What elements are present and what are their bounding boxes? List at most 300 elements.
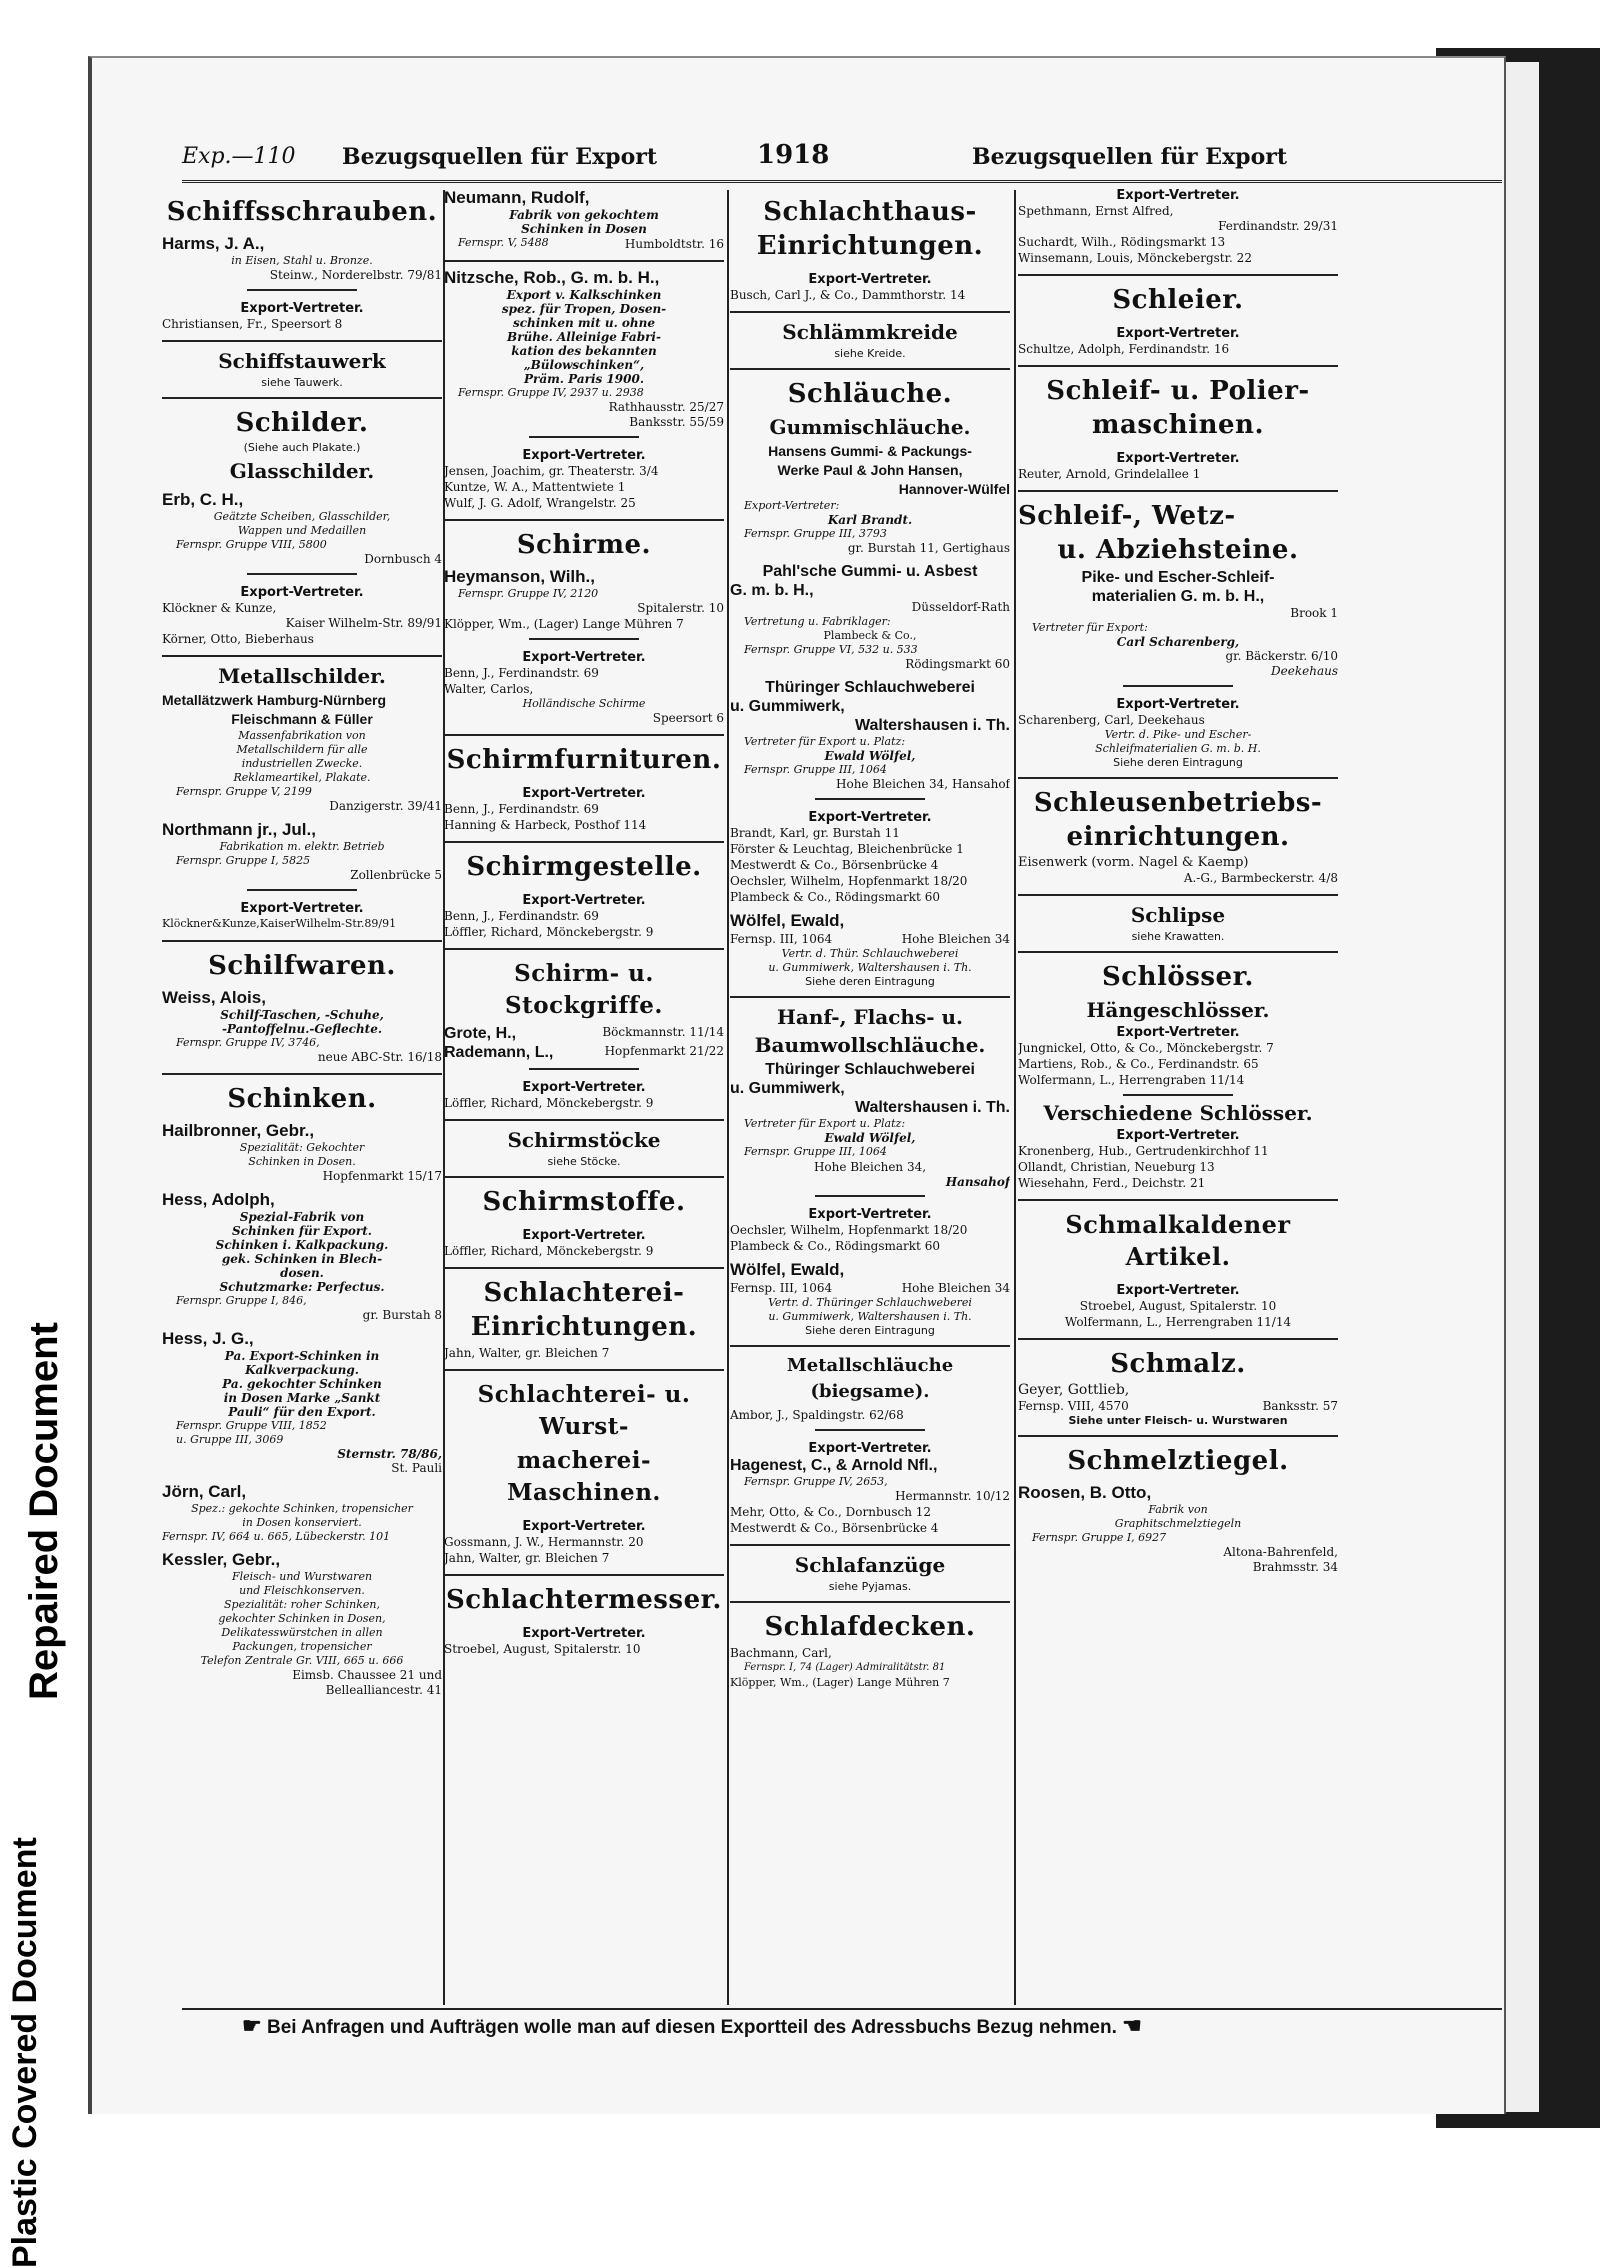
section-schlachthaus xyxy=(730,196,1010,303)
document-page xyxy=(88,56,1506,2114)
firm-description: Spezialität: Gekochter xyxy=(239,1141,365,1154)
firm-address: Sternstr. 78/86, xyxy=(337,1447,442,1461)
firm-address: Eimsb. Chaussee 21 und xyxy=(292,1668,442,1682)
firm-description: Fabrik von xyxy=(1148,1503,1208,1516)
listing xyxy=(730,931,1010,947)
listing: Ferdinandstr. 29/31 xyxy=(1218,219,1338,233)
section-title: Schmelztiegel. xyxy=(1067,1446,1289,1476)
phone: Fernsp. VIII, 4570 xyxy=(1018,1399,1129,1413)
firm-description: Schinken in Dosen. xyxy=(248,1155,356,1168)
header-year: 1918 xyxy=(757,140,830,170)
firm-name: Rademann, L., xyxy=(444,1044,554,1061)
entry-nitzsche xyxy=(444,268,724,511)
listing: Löffler, Richard, Mönckebergstr. 9 xyxy=(444,1096,654,1110)
listing: Stroebel, August, Spitalerstr. 10 xyxy=(444,1642,641,1656)
listing: Plambeck & Co., Rödingsmarkt 60 xyxy=(730,890,940,904)
export-heading: Export-Vertreter. xyxy=(808,1441,932,1456)
firm-address: Deekehaus xyxy=(1271,664,1338,678)
phone: Fernspr. I, 74 (Lager) Admiralitätstr. 81 xyxy=(744,1662,946,1673)
firm-description: Pauli“ für den Export. xyxy=(228,1405,376,1419)
firm-address: neue ABC-Str. 16/18 xyxy=(317,1050,442,1064)
subsection-title: Gummischläuche. xyxy=(769,415,971,439)
divider xyxy=(162,655,442,657)
listing: Benn, J., Ferdinandstr. 69 xyxy=(444,909,599,923)
firm-name: Harms, J. A., xyxy=(162,234,265,253)
section-title: Schlachtermesser. xyxy=(446,1585,722,1615)
export-heading: Export-Vertreter. xyxy=(522,786,646,801)
phone: Fernsp. III, 1064 xyxy=(730,1281,833,1295)
firm-name: materialien G. m. b. H., xyxy=(1091,588,1265,605)
firm-name: u. Gummiwerk, xyxy=(730,1080,845,1097)
section-schlaeuche xyxy=(730,378,1010,988)
divider xyxy=(444,1267,724,1269)
section-metallschlaeuche xyxy=(730,1353,1010,1536)
firm-description: Schinken in Dosen xyxy=(521,222,647,236)
firm-description: Spezialität: roher Schinken, xyxy=(224,1598,380,1611)
section-title: Schilder. xyxy=(235,408,369,438)
export-heading: Export-Vertreter. xyxy=(522,1080,646,1095)
phone: Fernspr. Gruppe IV, 2653, xyxy=(744,1475,888,1488)
export-heading: Export-Vertreter. xyxy=(522,893,646,908)
firm-address: Danzigerstr. 39/41 xyxy=(329,799,442,813)
listing: Kronenberg, Hub., Gertrudenkirchhof 11 xyxy=(1018,1144,1269,1158)
firm-address: St. Pauli xyxy=(391,1461,442,1475)
firm-name: Heymanson, Wilh., xyxy=(444,567,595,586)
section-title: Schlafanzüge xyxy=(794,1553,946,1577)
phone: Fernspr. Gruppe V, 2199 xyxy=(176,785,312,798)
divider xyxy=(444,948,724,950)
section-metallschilder xyxy=(162,663,442,932)
firm-description: Export v. Kalkschinken xyxy=(506,288,662,302)
firm-description: Vertr. d. Pike- und Escher- xyxy=(1104,728,1252,741)
section-title: Schlafdecken. xyxy=(764,1612,976,1642)
firm-description: Delikatesswürstchen in allen xyxy=(221,1626,383,1639)
listing: Hanning & Harbeck, Posthof 114 xyxy=(444,818,647,832)
divider xyxy=(1123,1094,1233,1096)
section-title: maschinen. xyxy=(1091,410,1264,440)
firm-description: gekochter Schinken in Dosen, xyxy=(218,1612,386,1625)
cross-reference: Siehe deren Eintragung xyxy=(805,975,935,988)
divider xyxy=(1018,1338,1338,1340)
firm-description: Pa. gekochter Schinken xyxy=(222,1377,382,1391)
section-title: einrichtungen. xyxy=(1066,822,1290,852)
phone-number: Fernspr. V, 5488 xyxy=(458,236,549,249)
firm-description: Geätzte Scheiben, Glasschilder, xyxy=(213,510,391,523)
firm-description: Schutzmarke: Perfectus. xyxy=(219,1280,385,1294)
divider xyxy=(730,1544,1010,1546)
firm-name: Waltershausen i. Th. xyxy=(855,717,1010,734)
firm-address: Hopfenmarkt 21/22 xyxy=(604,1044,724,1058)
firm-name: Thüringer Schlauchweberei xyxy=(765,679,975,696)
section-title: Schirmstöcke xyxy=(507,1128,661,1152)
section-title: Schirmfurnituren. xyxy=(446,745,722,775)
phone: Fernspr. Gruppe I, 5825 xyxy=(176,854,311,867)
section-schirmstoecke xyxy=(444,1127,724,1168)
section-title: Schinken. xyxy=(227,1084,377,1114)
firm-address: Rödingsmarkt 60 xyxy=(905,657,1010,671)
phone: Telefon Zentrale Gr. VIII, 665 u. 666 xyxy=(200,1654,404,1667)
cross-reference: siehe Pyjamas. xyxy=(828,1580,912,1593)
section-schlachterei xyxy=(444,1277,724,1361)
divider xyxy=(815,1195,925,1197)
export-heading: Export-Vertreter. xyxy=(1116,451,1240,466)
firm-name: Metallätzwerk Hamburg-Nürnberg xyxy=(162,692,387,708)
firm-description: Karl Brandt. xyxy=(827,513,913,527)
section-schlaemmkreide xyxy=(730,319,1010,360)
export-heading: Export-Vertreter. xyxy=(1116,188,1240,203)
firm-name: Hess, J. G., xyxy=(162,1329,254,1348)
firm-address: gr. Burstah 8 xyxy=(362,1308,442,1322)
footer-text: Bei Anfragen und Aufträgen wolle man auf diesen Exportteil des Adressbuchs Bezug nehmen. xyxy=(267,2017,1117,2038)
section-schlipse xyxy=(1018,902,1338,943)
firm-description: Fabrikation m. elektr. Betrieb xyxy=(219,840,385,853)
firm-name: Weiss, Alois, xyxy=(162,988,266,1007)
firm-address: Steinw., Norderelbstr. 79/81 xyxy=(269,268,442,282)
listing: Walter, Carlos, xyxy=(444,682,534,696)
firm-description: in Dosen konserviert. xyxy=(242,1516,362,1529)
section-schloesser xyxy=(1018,961,1338,1191)
export-heading: Export-Vertreter. xyxy=(522,650,646,665)
phone: Fernspr. Gruppe VIII, 5800 xyxy=(176,538,327,551)
divider xyxy=(529,436,639,438)
section-hanf xyxy=(730,1004,1010,1337)
section-wurstmacherei xyxy=(444,1379,724,1566)
page-number: Exp.—110 xyxy=(182,144,296,169)
divider xyxy=(1123,685,1233,687)
listing: Reuter, Arnold, Grindelallee 1 xyxy=(1018,467,1201,481)
cross-reference: siehe Kreide. xyxy=(834,347,906,360)
divider xyxy=(162,340,442,342)
phone xyxy=(444,236,724,252)
firm-name: Waltershausen i. Th. xyxy=(855,1099,1010,1116)
listing: Suchardt, Wilh., Rödingsmarkt 13 xyxy=(1018,235,1226,249)
header-right-title: Bezugsquellen für Export xyxy=(972,144,1287,170)
listing: Bachmann, Carl, xyxy=(730,1646,832,1660)
divider xyxy=(444,1369,724,1371)
firm-address: Dornbusch 4 xyxy=(364,552,442,566)
section-schleifmaschinen xyxy=(1018,375,1338,482)
export-heading: Export-Vertreter. xyxy=(1116,1025,1240,1040)
listing: Plambeck & Co., Rödingsmarkt 60 xyxy=(730,1239,940,1253)
section-schiffstauwerk xyxy=(162,348,442,389)
phone: Fernspr. Gruppe IV, 3746, xyxy=(176,1036,320,1049)
phone: Fernspr. Gruppe IV, 2937 u. 2938 xyxy=(458,386,644,399)
column-divider xyxy=(1014,190,1016,2005)
section-title: Einrichtungen. xyxy=(470,1312,698,1342)
divider xyxy=(444,1119,724,1121)
listing: Jungnickel, Otto, & Co., Mönckebergstr. 7 xyxy=(1018,1041,1274,1055)
firm-address: Humboldtstr. 16 xyxy=(624,237,724,251)
section-title: Schleusenbetriebs- xyxy=(1033,788,1323,818)
firm-name: Wölfel, Ewald, xyxy=(730,1260,845,1279)
firm-address: Böckmannstr. 11/14 xyxy=(602,1025,724,1039)
firm-name: Roosen, B. Otto, xyxy=(1018,1483,1152,1502)
phone: Fernspr. Gruppe I, 846, xyxy=(176,1294,307,1307)
firm-description: Fleisch- und Wurstwaren xyxy=(231,1570,373,1583)
listing xyxy=(730,1280,1010,1296)
firm-name: Hess, Adolph, xyxy=(162,1190,275,1209)
divider xyxy=(1018,1199,1338,1201)
firm-name: Hailbronner, Gebr., xyxy=(162,1121,315,1140)
divider xyxy=(247,289,357,291)
export-heading: Export-Vertreter. xyxy=(240,901,364,916)
firm-description: Vertreter für Export u. Platz: xyxy=(744,735,906,748)
firm-address: Hopfenmarkt 15/17 xyxy=(322,1169,442,1183)
section-title: Schirmgestelle. xyxy=(466,852,702,882)
firm-description: Ewald Wölfel, xyxy=(824,749,916,763)
listing: Oechsler, Wilhelm, Hopfenmarkt 18/20 xyxy=(730,1223,968,1237)
listing: Geyer, Gottlieb, xyxy=(1018,1382,1130,1398)
section-title: Schleif-, Wetz- xyxy=(1018,501,1236,531)
divider xyxy=(1018,365,1338,367)
firm-description: Spez.: gekochte Schinken, tropensicher xyxy=(191,1502,413,1515)
listing: Klöckner & Kunze, xyxy=(162,601,277,615)
export-heading: Export-Vertreter. xyxy=(808,1207,932,1222)
divider xyxy=(444,734,724,736)
section-title: Schlachterei- u. Wurst- xyxy=(477,1381,691,1440)
firm-description: spez. für Tropen, Dosen- xyxy=(501,302,667,316)
firm-description: Pa. Export-Schinken in xyxy=(224,1349,380,1363)
firm-name: Northmann jr., Jul., xyxy=(162,820,316,839)
firm-name: Pike- und Escher-Schleif- xyxy=(1081,569,1275,586)
section-title: Schlachthaus- xyxy=(763,197,977,227)
firm-address: Düsseldorf-Rath xyxy=(911,600,1010,614)
firm-address: Speersort 6 xyxy=(652,711,724,725)
firm-description: u. Gummiwerk, Waltershausen i. Th. xyxy=(768,961,972,974)
firm-description: u. Gummiwerk, Waltershausen i. Th. xyxy=(768,1310,972,1323)
listing: Schultze, Adolph, Ferdinandstr. 16 xyxy=(1018,342,1230,356)
divider xyxy=(1018,777,1338,779)
section-schmelztiegel xyxy=(1018,1445,1338,1575)
section-title: Schlösser. xyxy=(1102,962,1254,992)
listing: Scharenberg, Carl, Deekehaus xyxy=(1018,713,1205,727)
divider xyxy=(162,397,442,399)
section-title: Metallschilder. xyxy=(218,664,386,688)
firm-name: Erb, C. H., xyxy=(162,490,244,509)
firm-name: Nitzsche, Rob., G. m. b. H., xyxy=(444,268,660,287)
listing: Kuntze, W. A., Mattentwiete 1 xyxy=(444,480,626,494)
firm-description: Schinken i. Kalkpackung. xyxy=(215,1238,389,1252)
listing: Wolfermann, L., Herrengraben 11/14 xyxy=(1064,1315,1292,1329)
listing: Mestwerdt & Co., Börsenbrücke 4 xyxy=(730,1521,939,1535)
firm-address: A.-G., Barmbeckerstr. 4/8 xyxy=(1183,871,1338,885)
export-heading: Export-Vertreter. xyxy=(522,1228,646,1243)
column-divider xyxy=(727,190,729,2005)
export-heading: Export-Vertreter. xyxy=(1116,697,1240,712)
divider xyxy=(1018,1435,1338,1437)
listing: Wulf, J. G. Adolf, Wrangelstr. 25 xyxy=(444,496,636,510)
firm-description: Schleifmaterialien G. m. b. H. xyxy=(1095,742,1261,755)
firm-address: Rathhausstr. 25/27 xyxy=(608,400,724,414)
cross-reference: siehe Tauwerk. xyxy=(261,376,343,389)
section-title: Schmalz. xyxy=(1110,1349,1246,1379)
firm-description: Vertretung u. Fabriklager: xyxy=(744,615,891,628)
column-1 xyxy=(162,188,442,2008)
listing: Förster & Leuchtag, Bleichenbrücke 1 xyxy=(730,842,964,856)
firm-address: Altona-Bahrenfeld, xyxy=(1223,1545,1338,1559)
plastic-covered-label: Plastic Covered Document xyxy=(6,1837,44,2268)
firm-description: und Fleischkonserven. xyxy=(239,1584,365,1597)
divider xyxy=(1018,951,1338,953)
firm-description: Massenfabrikation von xyxy=(238,729,366,742)
listing: Ambor, J., Spaldingstr. 62/68 xyxy=(730,1408,904,1422)
section-schiffsschrauben xyxy=(162,196,442,332)
divider xyxy=(1018,490,1338,492)
phone: Fernspr. Gruppe III, 1064 xyxy=(744,763,887,776)
listing: Mestwerdt & Co., Börsenbrücke 4 xyxy=(730,858,939,872)
listing: Wolfermann, L., Herrengraben 11/14 xyxy=(1018,1073,1245,1087)
firm-description: Ewald Wölfel, xyxy=(824,1131,916,1145)
phone: Fernspr. Gruppe III, 1064 xyxy=(744,1145,887,1158)
section-continued-export xyxy=(1018,188,1338,266)
firm-description: Schilf-Taschen, -Schuhe, xyxy=(220,1008,384,1022)
export-heading: Export-Vertreter. xyxy=(1116,1128,1240,1143)
listing: Löffler, Richard, Mönckebergstr. 9 xyxy=(444,925,654,939)
firm-description: Vertr. d. Thüringer Schlauchweberei xyxy=(768,1296,972,1309)
phone: u. Gruppe III, 3069 xyxy=(176,1433,284,1446)
repaired-document-label: Repaired Document xyxy=(22,1322,66,1700)
firm-address: Hansahof xyxy=(945,1175,1010,1189)
firm-name: Hannover-Wülfel xyxy=(898,481,1010,497)
listing: Klöpper, Wm., (Lager) Lange Mühren 7 xyxy=(444,617,684,631)
divider xyxy=(815,798,925,800)
firm-name: Thüringer Schlauchweberei xyxy=(765,1061,975,1078)
firm-name: Wölfel, Ewald, xyxy=(730,911,845,930)
firm-address: Bellealliancestr. 41 xyxy=(325,1683,442,1697)
firm-description: Vertr. d. Thür. Schlauchweberei xyxy=(781,947,959,960)
firm-name: Jörn, Carl, xyxy=(162,1482,247,1501)
firm-address: Brook 1 xyxy=(1290,606,1338,620)
firm-description: in Dosen Marke „Sankt xyxy=(223,1391,381,1405)
firm-name: u. Gummiwerk, xyxy=(730,698,845,715)
section-schlafanzuege xyxy=(730,1552,1010,1593)
phone: Fernspr. Gruppe IV, 2120 xyxy=(458,587,599,600)
listing: Oechsler, Wilhelm, Hopfenmarkt 18/20 xyxy=(730,874,968,888)
subsection-title: Verschiedene Schlösser. xyxy=(1043,1101,1313,1125)
listing: Eisenwerk (vorm. Nagel & Kaemp) xyxy=(1018,855,1249,870)
firm-address: Hohe Bleichen 34, xyxy=(813,1160,927,1174)
divider xyxy=(162,940,442,942)
firm-description: Reklameartikel, Plakate. xyxy=(233,771,371,784)
pointing-hand-icon: ☚ xyxy=(1122,2013,1142,2038)
listing: Kaiser Wilhelm-Str. 89/91 xyxy=(285,616,442,630)
divider xyxy=(247,573,357,575)
firm-description: Brühe. Alleinige Fabri- xyxy=(507,330,661,344)
section-title: Schirme. xyxy=(516,530,652,560)
divider xyxy=(730,1601,1010,1603)
subsection-title: Hängeschlösser. xyxy=(1086,998,1270,1022)
divider xyxy=(162,1073,442,1075)
section-title: Schleier. xyxy=(1112,285,1244,315)
listing: Benn, J., Ferdinandstr. 69 xyxy=(444,802,599,816)
section-title: Schirmstoffe. xyxy=(482,1187,686,1217)
section-title: Schlipse xyxy=(1130,903,1226,927)
cross-reference: Siehe deren Eintragung xyxy=(1113,756,1243,769)
section-title: Schläuche. xyxy=(787,379,953,409)
firm-name: Werke Paul & John Hansen, xyxy=(777,462,963,478)
page-header xyxy=(182,140,1502,180)
divider xyxy=(730,996,1010,998)
firm-name: Pahl'sche Gummi- u. Asbest xyxy=(762,563,978,580)
section-title: Schirm- u. Stockgriffe. xyxy=(505,960,663,1019)
firm-address: Brahmsstr. 34 xyxy=(1252,1560,1338,1574)
firm-address: Zollenbrücke 5 xyxy=(350,868,442,882)
subsection-title: Glasschilder. xyxy=(229,459,375,483)
firm-description: Packungen, tropensicher xyxy=(232,1640,372,1653)
divider xyxy=(1018,274,1338,276)
firm-address: Spitalerstr. 10 xyxy=(637,601,724,615)
section-title: Schilfwaren. xyxy=(208,951,396,981)
listing: Brandt, Karl, gr. Burstah 11 xyxy=(730,826,900,840)
firm-address: gr. Burstah 11, Gertighaus xyxy=(847,541,1010,555)
firm-name: Hagenest, C., & Arnold Nfl., xyxy=(730,1457,938,1474)
cross-reference: (Siehe auch Plakate.) xyxy=(243,441,361,454)
firm-description: Fabrik von gekochtem xyxy=(509,208,659,222)
divider xyxy=(444,260,724,262)
section-schmalz xyxy=(1018,1348,1338,1427)
firm-address: Hohe Bleichen 34 xyxy=(901,932,1010,946)
section-schirme xyxy=(444,529,724,726)
divider xyxy=(529,1068,639,1070)
listing: Klöckner&Kunze,KaiserWilhelm-Str.89/91 xyxy=(162,917,397,930)
listing: Winsemann, Louis, Mönckebergstr. 22 xyxy=(1018,251,1252,265)
section-title: Metallschläuche (biegsame). xyxy=(786,1355,954,1402)
firm-description: Vertreter für Export u. Platz: xyxy=(744,1117,906,1130)
divider xyxy=(815,1429,925,1431)
section-schlachtermesser xyxy=(444,1584,724,1657)
cross-reference: siehe Stöcke. xyxy=(547,1155,621,1168)
section-title: Schiffsschrauben. xyxy=(166,197,438,227)
header-left-title: Bezugsquellen für Export xyxy=(342,144,657,170)
divider xyxy=(730,1345,1010,1347)
cross-reference: Siehe deren Eintragung xyxy=(805,1324,935,1337)
firm-description: Spezial-Fabrik von xyxy=(239,1210,365,1224)
firm-description: Carl Scharenberg, xyxy=(1116,635,1240,649)
section-title: Schlachterei- xyxy=(483,1278,685,1308)
listing xyxy=(1018,1398,1338,1414)
phone: Fernspr. Gruppe VIII, 1852 xyxy=(176,1419,327,1432)
column-4 xyxy=(1018,188,1338,2008)
export-heading: Export-Vertreter. xyxy=(522,1626,646,1641)
listing: Wiesehahn, Ferd., Deichstr. 21 xyxy=(1018,1176,1206,1190)
listing: Stroebel, August, Spitalerstr. 10 xyxy=(1079,1299,1277,1313)
cross-reference: Siehe unter Fleisch- u. Wurstwaren xyxy=(1068,1414,1288,1427)
firm-description: Kalkverpackung. xyxy=(245,1363,359,1377)
header-rule xyxy=(182,180,1502,183)
firm-name: Neumann, Rudolf, xyxy=(444,188,590,207)
firm-description: Wappen und Medaillen xyxy=(237,524,367,537)
firm-description: Export-Vertreter: xyxy=(744,499,840,512)
section-schinken xyxy=(162,1083,442,1698)
firm-description: Plambeck & Co., xyxy=(823,629,917,642)
firm-name: G. m. b. H., xyxy=(730,582,814,599)
listing: Gossmann, J. W., Hermannstr. 20 xyxy=(444,1535,644,1549)
section-schmalkaldener xyxy=(1018,1209,1338,1330)
entry-neumann xyxy=(444,188,724,252)
listing xyxy=(444,1024,724,1043)
phone: Fernsp. III, 1064 xyxy=(730,932,833,946)
firm-description: in Eisen, Stahl u. Bronze. xyxy=(231,254,373,267)
export-heading: Export-Vertreter. xyxy=(522,448,646,463)
firm-description: gek. Schinken in Blech- xyxy=(221,1252,383,1266)
firm-address: Banksstr. 55/59 xyxy=(629,415,724,429)
firm-description: schinken mit u. ohne xyxy=(512,316,656,330)
firm-address: Hermannstr. 10/12 xyxy=(895,1489,1010,1503)
listing: Jahn, Walter, gr. Bleichen 7 xyxy=(444,1346,610,1360)
section-schlafdecken xyxy=(730,1611,1010,1691)
firm-name: Kessler, Gebr., xyxy=(162,1550,281,1569)
section-title: macherei-Maschinen. xyxy=(507,1447,661,1506)
